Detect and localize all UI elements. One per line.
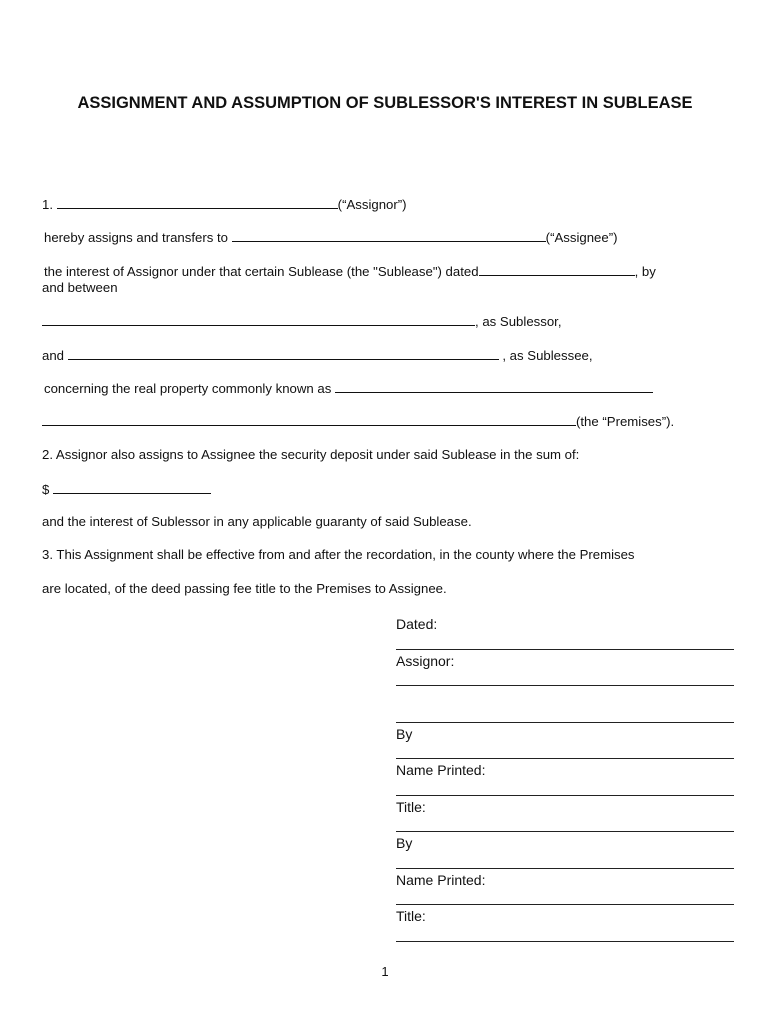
assignor-signature-label: Assignor: (396, 653, 455, 669)
assignor-line-rule[interactable] (396, 685, 734, 686)
deposit-amount-blank[interactable] (53, 481, 211, 494)
sublessor-name-blank[interactable] (42, 313, 475, 326)
premises-label: (the “Premises”). (576, 414, 675, 429)
property-address-blank-2[interactable] (42, 413, 576, 426)
assignee-name-blank[interactable] (232, 229, 546, 242)
paragraph-3-line-1: 3. This Assignment shall be effective from and after the recordation, in the county where the Premises (42, 547, 635, 562)
document-title: ASSIGNMENT AND ASSUMPTION OF SUBLESSOR'S INTEREST IN SUBLEASE (77, 94, 693, 112)
by-label-2: By (396, 835, 413, 851)
deposit-line (42, 481, 211, 498)
and-text: and (42, 348, 65, 363)
sublessee-line (42, 347, 593, 364)
assignee-line (44, 229, 618, 246)
title-line-2[interactable] (396, 941, 734, 942)
page-number: 1 (381, 964, 389, 979)
sublessee-name-blank[interactable] (68, 347, 499, 360)
guaranty-text: and the interest of Sublessor in any applicable guaranty of said Sublease. (42, 514, 472, 529)
assignee-label: (“Assignee”) (545, 230, 618, 245)
assignor-extra-line[interactable] (396, 722, 734, 723)
dated-line[interactable] (396, 649, 734, 650)
premises-line (42, 413, 674, 430)
sublessee-label: , as Sublessee, (502, 348, 593, 363)
assignor-name-blank[interactable] (57, 196, 338, 209)
name-printed-label-2: Name Printed: (396, 872, 486, 888)
assignor-label: (“Assignor”) (337, 197, 407, 212)
interest-text: the interest of Assignor under that certain Sublease (the "Sublease") dated (44, 264, 479, 279)
assignor-line (42, 196, 407, 213)
sublessor-line (42, 313, 562, 330)
by-label-1: By (396, 726, 413, 742)
name-printed-label-1: Name Printed: (396, 762, 486, 778)
name-printed-line-2[interactable] (396, 904, 734, 905)
sublease-date-line (44, 263, 656, 280)
dollar-sign: $ (42, 482, 50, 497)
and-between-text: and between (42, 280, 118, 295)
title-line-1[interactable] (396, 831, 734, 832)
paragraph-1-number: 1. (42, 197, 53, 212)
property-address-blank[interactable] (335, 380, 653, 393)
dated-label: Dated: (396, 616, 438, 632)
title-label-1: Title: (396, 799, 426, 815)
by-signature-line-1[interactable] (396, 758, 734, 759)
title-label-2: Title: (396, 908, 426, 924)
by-signature-line-2[interactable] (396, 868, 734, 869)
sublease-date-blank[interactable] (479, 263, 635, 276)
name-printed-line-1[interactable] (396, 795, 734, 796)
property-line (44, 380, 653, 397)
transfer-text: hereby assigns and transfers to (44, 230, 228, 245)
by-text: , by (634, 264, 656, 279)
paragraph-2: 2. Assignor also assigns to Assignee the security deposit under said Sublease in the sum of: (42, 447, 580, 462)
property-text: concerning the real property commonly known as (44, 381, 332, 396)
sublessor-label: , as Sublessor, (475, 314, 562, 329)
paragraph-3-line-2: are located, of the deed passing fee title to the Premises to Assignee. (42, 581, 447, 596)
